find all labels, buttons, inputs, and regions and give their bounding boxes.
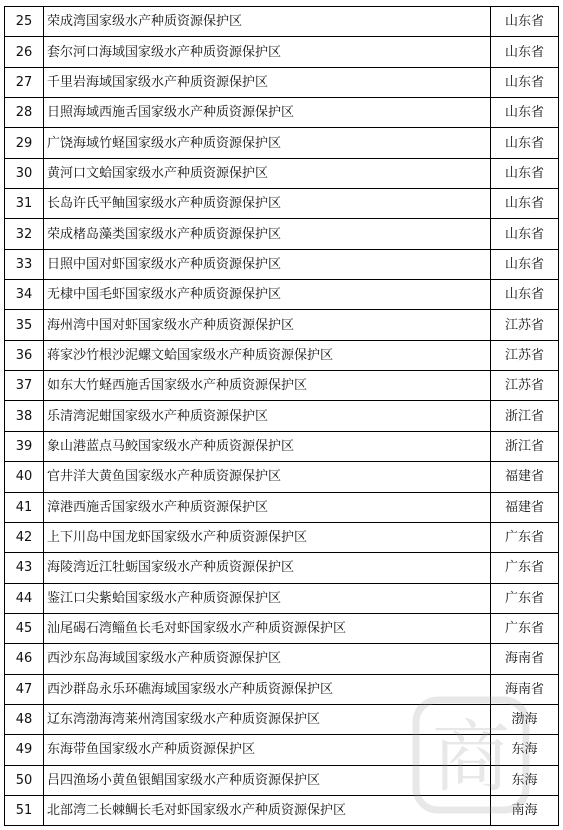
table-row (5, 340, 559, 370)
reserve-name: 官井洋大黄鱼国家级水产种质资源保护区 (44, 462, 491, 492)
table-row (5, 128, 559, 158)
row-number: 30 (5, 158, 44, 188)
row-number: 40 (5, 462, 44, 492)
province-cell: 山东省 (491, 7, 559, 37)
province-cell: 江苏省 (491, 310, 559, 340)
province-cell: 山东省 (491, 219, 559, 249)
table-row (5, 280, 559, 310)
table-row (5, 462, 559, 492)
province-cell: 东海 (491, 765, 559, 795)
province-cell: 山东省 (491, 98, 559, 128)
row-number: 44 (5, 583, 44, 613)
province-cell: 东海 (491, 735, 559, 765)
province-cell: 福建省 (491, 462, 559, 492)
row-number: 34 (5, 280, 44, 310)
province-cell: 海南省 (491, 644, 559, 674)
reserve-name: 西沙东岛海域国家级水产种质资源保护区 (44, 644, 491, 674)
row-number: 43 (5, 553, 44, 583)
row-number: 45 (5, 613, 44, 643)
province-cell: 海南省 (491, 674, 559, 704)
row-number: 33 (5, 249, 44, 279)
province-cell: 广东省 (491, 613, 559, 643)
reserve-name: 乐清湾泥蚶国家级水产种质资源保护区 (44, 401, 491, 431)
reserve-name: 广饶海域竹蛏国家级水产种质资源保护区 (44, 128, 491, 158)
reserve-name: 千里岩海域国家级水产种质资源保护区 (44, 67, 491, 97)
province-cell: 山东省 (491, 249, 559, 279)
province-cell: 广东省 (491, 553, 559, 583)
province-cell: 江苏省 (491, 340, 559, 370)
table-row (5, 583, 559, 613)
row-number: 32 (5, 219, 44, 249)
watermark-glyph: 商 (431, 713, 511, 803)
table-row (5, 37, 559, 67)
row-number: 26 (5, 37, 44, 67)
row-number: 46 (5, 644, 44, 674)
row-number: 39 (5, 431, 44, 461)
table-row (5, 189, 559, 219)
reserve-name: 汕尾碣石湾鲻鱼长毛对虾国家级水产种质资源保护区 (44, 613, 491, 643)
reserve-name: 海州湾中国对虾国家级水产种质资源保护区 (44, 310, 491, 340)
province-cell: 浙江省 (491, 431, 559, 461)
province-cell: 广东省 (491, 522, 559, 552)
province-cell: 渤海 (491, 704, 559, 734)
province-cell: 山东省 (491, 67, 559, 97)
reserve-name: 西沙群岛永乐环礁海域国家级水产种质资源保护区 (44, 674, 491, 704)
table-row (5, 613, 559, 643)
table-row (5, 158, 559, 188)
reserve-name: 上下川岛中国龙虾国家级水产种质资源保护区 (44, 522, 491, 552)
table-row (5, 431, 559, 461)
table-row (5, 492, 559, 522)
row-number: 49 (5, 735, 44, 765)
province-cell: 山东省 (491, 158, 559, 188)
table-row (5, 7, 559, 37)
reserve-name: 辽东湾渤海湾莱州湾国家级水产种质资源保护区 (44, 704, 491, 734)
table-row (5, 553, 559, 583)
reserve-name: 蒋家沙竹根沙泥螺文蛤国家级水产种质资源保护区 (44, 340, 491, 370)
row-number: 36 (5, 340, 44, 370)
row-number: 31 (5, 189, 44, 219)
row-number: 48 (5, 704, 44, 734)
table-row (5, 371, 559, 401)
province-cell: 南海 (491, 795, 559, 825)
row-number: 51 (5, 795, 44, 825)
row-number: 50 (5, 765, 44, 795)
row-number: 28 (5, 98, 44, 128)
province-cell: 山东省 (491, 128, 559, 158)
row-number: 37 (5, 371, 44, 401)
reserve-name: 吕四渔场小黄鱼银鲳国家级水产种质资源保护区 (44, 765, 491, 795)
reserve-name: 日照海域西施舌国家级水产种质资源保护区 (44, 98, 491, 128)
reserve-name: 北部湾二长棘鲷长毛对虾国家级水产种质资源保护区 (44, 795, 491, 825)
row-number: 27 (5, 67, 44, 97)
row-number: 35 (5, 310, 44, 340)
table-row (5, 98, 559, 128)
table-row (5, 644, 559, 674)
table-row (5, 219, 559, 249)
province-cell: 福建省 (491, 492, 559, 522)
reserve-name: 象山港蓝点马鲛国家级水产种质资源保护区 (44, 431, 491, 461)
reserve-name: 荣成楮岛藻类国家级水产种质资源保护区 (44, 219, 491, 249)
table-row (5, 249, 559, 279)
province-cell: 浙江省 (491, 401, 559, 431)
watermark-logo-icon (412, 696, 530, 814)
reserve-name: 套尔河口海域国家级水产种质资源保护区 (44, 37, 491, 67)
province-cell: 山东省 (491, 280, 559, 310)
reserve-name: 长岛许氏平鲉国家级水产种质资源保护区 (44, 189, 491, 219)
table-row (5, 67, 559, 97)
row-number: 41 (5, 492, 44, 522)
table-row (5, 310, 559, 340)
table-row (5, 522, 559, 552)
reserve-name: 鉴江口尖紫蛤国家级水产种质资源保护区 (44, 583, 491, 613)
province-cell: 山东省 (491, 37, 559, 67)
row-number: 29 (5, 128, 44, 158)
reserve-name: 漳港西施舌国家级水产种质资源保护区 (44, 492, 491, 522)
reserve-name: 如东大竹蛏西施舌国家级水产种质资源保护区 (44, 371, 491, 401)
row-number: 42 (5, 522, 44, 552)
province-cell: 广东省 (491, 583, 559, 613)
reserve-name: 荣成湾国家级水产种质资源保护区 (44, 7, 491, 37)
province-cell: 山东省 (491, 189, 559, 219)
reserve-name: 日照中国对虾国家级水产种质资源保护区 (44, 249, 491, 279)
reserve-name: 海陵湾近江牡蛎国家级水产种质资源保护区 (44, 553, 491, 583)
table-row (5, 401, 559, 431)
province-cell: 江苏省 (491, 371, 559, 401)
reserve-name: 无棣中国毛虾国家级水产种质资源保护区 (44, 280, 491, 310)
reserve-name: 黄河口文蛤国家级水产种质资源保护区 (44, 158, 491, 188)
row-number: 47 (5, 674, 44, 704)
row-number: 25 (5, 7, 44, 37)
reserve-name: 东海带鱼国家级水产种质资源保护区 (44, 735, 491, 765)
row-number: 38 (5, 401, 44, 431)
